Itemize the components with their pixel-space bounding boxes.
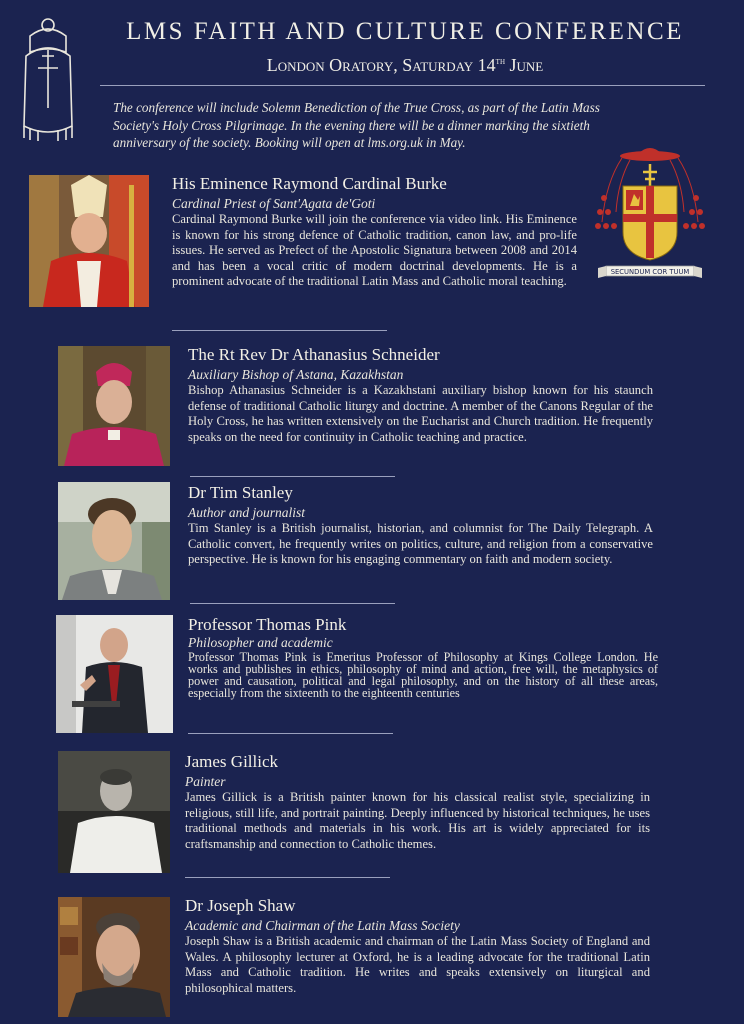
- cardinal-coat-of-arms-icon: [590, 142, 720, 292]
- speaker-shaw: [185, 896, 650, 996]
- speaker-bio: Cardinal Raymond Burke will join the conference via video link. His Eminence is known for his strong defence of Catholic tradition, canon law, and pro-life issues. He served as Prefect of the Apostolic Signatura between 2008 and 2014 and has been a vocal critic of modern doctrinal developments. He is a prominent advocate of the traditional Latin Mass and Catholic moral teaching.: [172, 212, 577, 289]
- speaker-gillick: [185, 752, 650, 852]
- coat-of-arms-motto: SECUNDUM COR TUUM: [610, 268, 690, 276]
- speaker-photo-stanley: [58, 482, 170, 600]
- speaker-photo-pink: [56, 615, 173, 733]
- speaker-role: Author and journalist: [188, 505, 306, 520]
- speaker-bio: Professor Thomas Pink is Emeritus Professor of Philosophy at Kings College London. He works and publishes in ethics, philosophy of mind and action, free will, the metaphysics of power and causation, political and legal philosophy, and on the history of all these areas, especially from the sixteenth to the eighteenth centuries: [188, 650, 658, 700]
- speaker-name: His Eminence Raymond Cardinal Burke: [172, 174, 447, 193]
- header-divider: [100, 85, 705, 86]
- conference-subtitle: London Oratory, Saturday 14th June: [266, 55, 544, 75]
- section-divider: [190, 476, 395, 477]
- speaker-photo-gillick: [58, 751, 170, 873]
- section-divider: [172, 330, 387, 331]
- speaker-role: Academic and Chairman of the Latin Mass Society: [185, 918, 460, 933]
- speaker-name: The Rt Rev Dr Athanasius Schneider: [188, 345, 440, 364]
- section-divider: [188, 733, 393, 734]
- speaker-pink: [188, 615, 658, 699]
- speaker-schneider: [188, 345, 653, 445]
- speaker-photo-shaw: [58, 897, 170, 1017]
- speaker-bio: Tim Stanley is a British journalist, historian, and columnist for The Daily Telegraph. A Catholic convert, he frequently writes on politics, culture, and religion from a conservative perspective. He is known for his engaging commentary on faith and modern society.: [188, 521, 653, 567]
- speaker-role: Auxiliary Bishop of Astana, Kazakhstan: [188, 367, 404, 382]
- conference-intro: The conference will include Solemn Benediction of the True Cross, as part of the Latin Mass Society's Holy Cross Pilgrimage. In the evening there will be a dinner marking the sixtieth anniversary of the society. Booking will open at lms.org.uk in May.: [113, 100, 600, 150]
- speaker-name: Professor Thomas Pink: [188, 615, 347, 634]
- section-divider: [190, 603, 395, 604]
- speaker-bio: Joseph Shaw is a British academic and chairman of the Latin Mass Society of England and Wales. A philosophy lecturer at Oxford, he is a leading advocate for the traditional Latin Mass and Catholic tradition. He writes and speaks extensively on liturgical and philosophical matters.: [185, 934, 650, 995]
- speaker-role: Philosopher and academic: [188, 635, 333, 650]
- speaker-bio: Bishop Athanasius Schneider is a Kazakhstani auxiliary bishop known for his staunch defense of traditional Catholic liturgy and doctrine. A member of the Canons Regular of the Holy Cross, he has written extensively on the Eucharist and Church tradition. He frequently speaks on the need for continuity in Catholic teaching and practice.: [188, 383, 653, 444]
- speaker-stanley: [188, 483, 653, 568]
- speaker-burke: [172, 174, 577, 290]
- speaker-bio: James Gillick is a British painter known for his classical realist style, specializing in religious, still life, and portrait painting. Deeply influenced by historical techniques, he uses traditional methods and materials in his work. His art is widely appreciated for its craftsmanship and connection to Catholic themes.: [185, 790, 650, 851]
- speaker-photo-burke: [29, 175, 149, 307]
- speaker-name: James Gillick: [185, 752, 279, 771]
- conference-title: LMS FAITH AND CULTURE CONFERENCE: [126, 18, 684, 45]
- speaker-name: Dr Joseph Shaw: [185, 896, 296, 915]
- lms-crest-logo-icon: [20, 16, 76, 142]
- speaker-photo-schneider: [58, 346, 170, 466]
- speaker-role: Cardinal Priest of Sant'Agata de'Goti: [172, 196, 376, 211]
- speaker-name: Dr Tim Stanley: [188, 483, 293, 502]
- speaker-role: Painter: [185, 774, 226, 789]
- section-divider: [185, 877, 390, 878]
